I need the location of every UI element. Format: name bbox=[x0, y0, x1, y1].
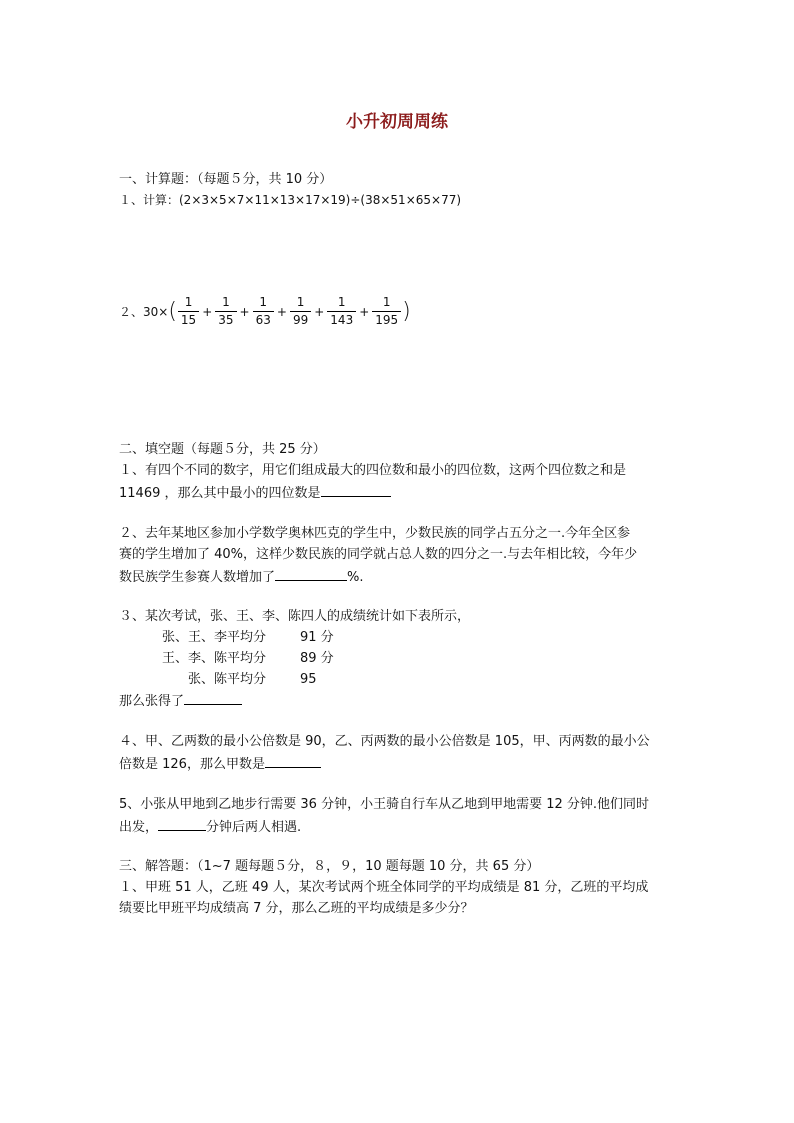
score-row-value: 89 分 bbox=[300, 651, 334, 666]
section3-q1-line1: １、甲班 51 人，乙班 49 人，某次考试两个班全体同学的平均成绩是 81 分，乙班的平均成 bbox=[119, 880, 649, 895]
score-row-label: 王、李、陈平均分 bbox=[162, 651, 267, 666]
page-title: 小升初周周练 bbox=[346, 112, 448, 132]
fraction-2 bbox=[215, 294, 236, 329]
fraction-denominator: 35 bbox=[218, 313, 234, 327]
fraction-denominator: 99 bbox=[292, 313, 309, 327]
fraction-1 bbox=[178, 294, 199, 329]
section2-q1-line1: １、有四个不同的数字，用它们组成最大的四位数和最小的四位数，这两个四位数之和是 bbox=[119, 463, 627, 478]
fraction-numerator: 1 bbox=[290, 294, 311, 312]
score-table bbox=[0, 628, 794, 694]
section2-q5-line2 bbox=[119, 816, 301, 838]
q5-line2-suffix: 分钟后两人相遇. bbox=[206, 820, 302, 835]
section1-q1: １、计算：(2×3×5×7×11×13×17×19)÷(38×51×65×77) bbox=[119, 193, 462, 207]
score-row-label: 张、王、李平均分 bbox=[162, 630, 267, 645]
fraction-4 bbox=[290, 294, 311, 329]
answer-blank[interactable] bbox=[265, 753, 321, 768]
section2-q3-ask bbox=[119, 690, 242, 712]
fraction-denominator: 143 bbox=[330, 313, 354, 327]
score-row-value: 91 分 bbox=[300, 630, 334, 645]
fraction-denominator: 15 bbox=[180, 313, 197, 327]
section2-q2-line3 bbox=[119, 566, 364, 588]
plus-sign: + bbox=[239, 304, 250, 319]
plus-sign: + bbox=[202, 304, 213, 319]
fraction-denominator: 195 bbox=[375, 313, 399, 327]
section1-heading: 一、计算题：（每题５分，共 10 分） bbox=[119, 172, 333, 187]
q2-prefix: ２、30× bbox=[119, 304, 169, 319]
q3-ask-text: 那么张得了 bbox=[119, 694, 185, 709]
fraction-numerator: 1 bbox=[178, 294, 199, 312]
fraction-denominator: 63 bbox=[255, 313, 271, 327]
fraction-3 bbox=[253, 294, 274, 329]
answer-blank[interactable] bbox=[158, 816, 206, 831]
section3-heading: 三、解答题：（1~7 题每题５分，８，９，10 题每题 10 分，共 65 分） bbox=[119, 859, 540, 874]
answer-blank[interactable] bbox=[321, 482, 391, 497]
section2-q2-line1: ２、去年某地区参加小学数学奥林匹克的学生中，少数民族的同学占五分之一.今年全区参 bbox=[119, 526, 631, 541]
answer-blank[interactable] bbox=[275, 566, 347, 581]
fraction-6 bbox=[372, 294, 401, 329]
q2-close-paren: ) bbox=[402, 298, 411, 324]
plus-sign: + bbox=[314, 304, 325, 319]
score-row-label: 张、陈平均分 bbox=[188, 672, 267, 687]
section2-q4-line1: ４、甲、乙两数的最小公倍数是 90，乙、丙两数的最小公倍数是 105，甲、丙两数的最小公 bbox=[119, 734, 650, 749]
answer-blank[interactable] bbox=[184, 690, 242, 705]
section1-q2 bbox=[119, 294, 411, 329]
q2-open-paren: ( bbox=[168, 298, 177, 324]
q2-line3-suffix: %. bbox=[347, 570, 364, 585]
section2-q4-line2 bbox=[119, 753, 321, 775]
fraction-numerator: 1 bbox=[327, 294, 356, 312]
q2-line3-text: 数民族学生参赛人数增加了 bbox=[119, 570, 276, 585]
section2-q3-line1: ３、某次考试，张、王、李、陈四人的成绩统计如下表所示， bbox=[119, 609, 471, 624]
fraction-5 bbox=[327, 294, 356, 329]
fraction-numerator: 1 bbox=[372, 294, 401, 312]
section2-q1-line2 bbox=[119, 482, 391, 504]
section2-heading: 二、填空题（每题５分，共 25 分） bbox=[119, 442, 326, 457]
q4-line2-text: 倍数是 126，那么甲数是 bbox=[119, 757, 265, 772]
section3-q1-line2: 绩要比甲班平均成绩高 7 分，那么乙班的平均成绩是多少分？ bbox=[119, 901, 474, 916]
plus-sign: + bbox=[276, 304, 287, 319]
score-row-value: 95 bbox=[300, 672, 317, 687]
fraction-numerator: 1 bbox=[253, 294, 274, 312]
plus-sign: + bbox=[359, 304, 370, 319]
q5-line2-prefix: 出发， bbox=[119, 820, 159, 835]
q1-line2-text: 11469 ，那么其中最小的四位数是 bbox=[119, 486, 321, 501]
fraction-numerator: 1 bbox=[215, 294, 236, 312]
section2-q2-line2: 赛的学生增加了 40%，这样少数民族的同学就占总人数的四分之一.与去年相比较，今年少 bbox=[119, 547, 638, 562]
section2-q5-line1: 5、小张从甲地到乙地步行需要 36 分钟，小王骑自行车从乙地到甲地需要 12 分钟.他们同时 bbox=[119, 797, 650, 812]
